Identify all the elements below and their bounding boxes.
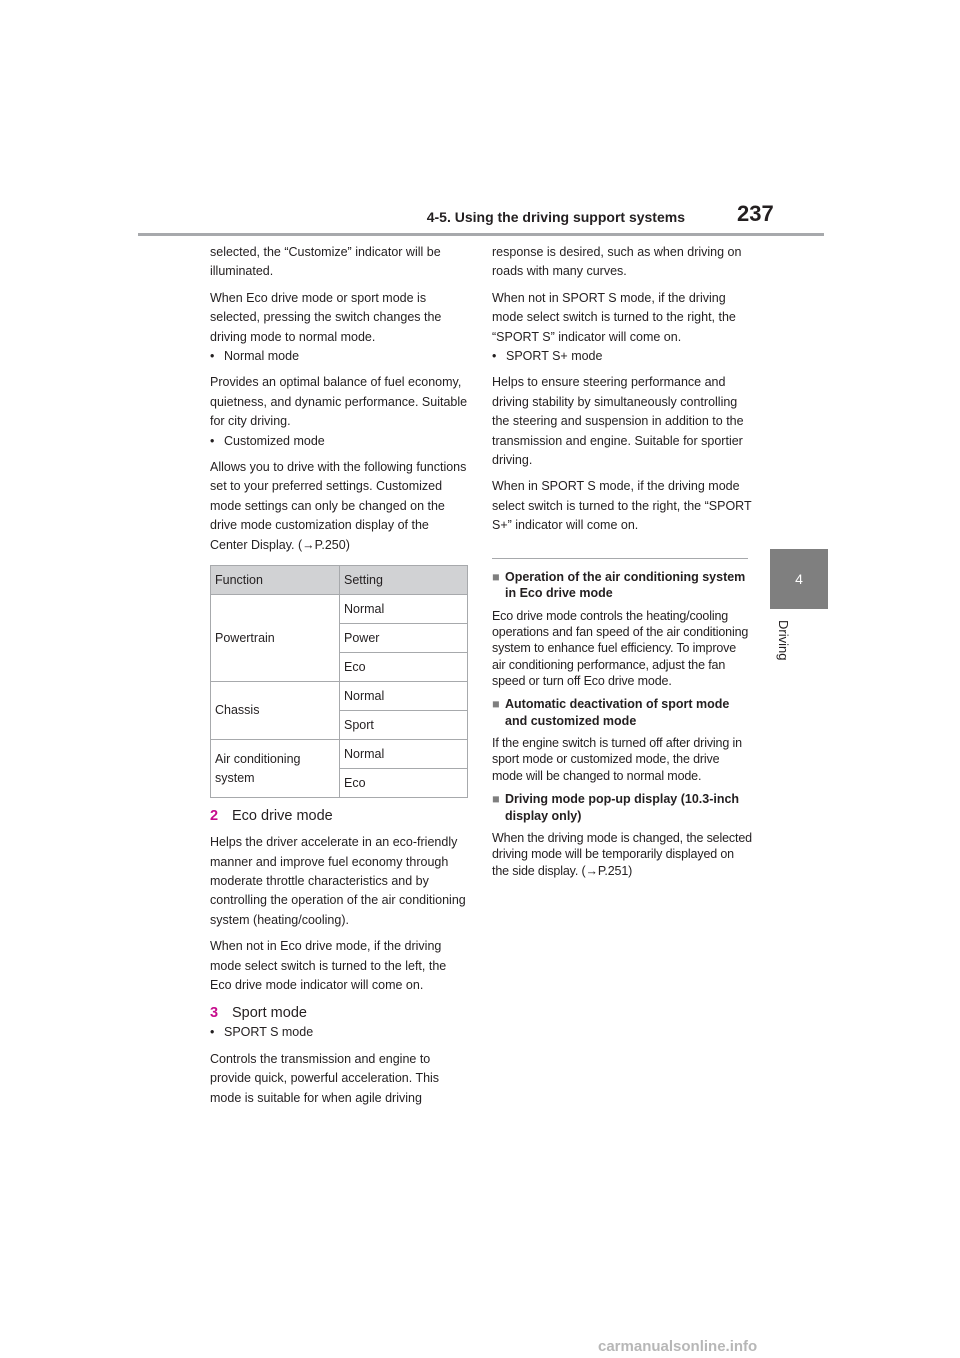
cell-setting: Eco (340, 769, 468, 798)
paragraph: Allows you to drive with the following functions set to your preferred settings. Customized mode settings can only be changed on the drive mode customization display of the Center Display. (→P.250) (210, 460, 467, 552)
header-divider (138, 233, 824, 236)
section-heading (210, 1003, 468, 1023)
table-row (211, 740, 468, 769)
chapter-tab[interactable] (770, 549, 828, 609)
note-heading-text: Automatic deactivation of sport mode and customized mode (505, 697, 730, 728)
bullet-icon: • (492, 349, 497, 364)
note-heading (492, 569, 752, 602)
function-setting-table (210, 565, 468, 798)
cell-setting: Normal (340, 682, 468, 711)
left-column (210, 243, 468, 1108)
bullet-item (210, 347, 468, 366)
right-column (492, 243, 752, 879)
bullet-icon: • (210, 1025, 215, 1040)
paragraph: Helps to ensure steering performance and driving stability by simultaneously controlling the steering and suspension in addition to the transmission and engine. Suitable for sportier driving. (492, 375, 744, 468)
cell-setting: Sport (340, 711, 468, 740)
section-heading-text: Sport mode (232, 1005, 307, 1022)
cell-powertrain: Powertrain (211, 595, 340, 682)
paragraph: Provides an optimal balance of fuel economy, quietness, and dynamic performance. Suitable for city driving. (210, 375, 468, 429)
cell-chassis: Chassis (211, 682, 340, 740)
bullet-item (210, 432, 468, 451)
cell-setting: Power (340, 624, 468, 653)
paragraph: When not in Eco drive mode, if the driving mode select switch is turned to the left, the Eco drive mode indicator will come on. (210, 939, 447, 992)
section-heading-text: Eco drive mode (232, 808, 333, 825)
square-bullet-icon: ■ (492, 569, 500, 584)
bullet-label: Customized mode (224, 433, 325, 448)
note-heading-text: Operation of the air conditioning system in Eco drive mode (505, 569, 746, 601)
paragraph: response is desired, such as when driving on roads with many curves. (492, 245, 742, 279)
watermark: carmanualsonline.info (598, 1338, 758, 1355)
table-row (211, 682, 468, 711)
header-function: Function (211, 566, 340, 595)
header-setting: Setting (340, 566, 468, 595)
bullet-label: SPORT S+ mode (506, 349, 603, 364)
note-heading (492, 791, 752, 824)
square-bullet-icon: ■ (492, 792, 500, 807)
square-bullet-icon: ■ (492, 697, 500, 712)
bullet-label: SPORT S mode (224, 1025, 314, 1040)
note-body: When the driving mode is changed, the selected driving mode will be temporarily displayed on the side display. (→P.251) (492, 831, 752, 878)
paragraph: When in SPORT S mode, if the driving mode select switch is turned to the right, the “SPORT S+” indicator will come on. (492, 479, 752, 533)
bullet-icon: • (210, 349, 215, 364)
section-heading (210, 806, 468, 826)
paragraph: When not in SPORT S mode, if the driving mode select switch is turned to the right, the “SPORT S” indicator will come on. (492, 290, 736, 344)
section-title: 4-5. Using the driving support systems (426, 209, 685, 225)
paragraph: Controls the transmission and engine to provide quick, powerful acceleration. This mode is suitable for when agile driving (210, 1051, 440, 1105)
chapter-number: 4 (795, 571, 803, 587)
paragraph: selected, the “Customize” indicator will be illuminated. (210, 245, 441, 279)
bullet-icon: • (210, 433, 215, 448)
cell-air-conditioning: Air conditioning system (211, 740, 340, 798)
note-body: If the engine switch is turned off after driving in sport mode or customized mode, the drive mode will be changed to normal mode. (492, 736, 742, 783)
note-heading-text: Driving mode pop-up display (10.3-inch display only) (505, 792, 740, 823)
notes-divider (492, 558, 748, 559)
page-number: 237 (737, 201, 774, 226)
table-row (211, 595, 468, 624)
cell-setting: Normal (340, 740, 468, 769)
note-body: Eco drive mode controls the heating/cooling operations and fan speed of the air conditioning system to enhance fuel efficiency. To improve air conditioning performance, adjust the fan speed or turn off Eco drive mode. (492, 608, 749, 688)
table-header-row (211, 566, 468, 595)
paragraph: Helps the driver accelerate in an eco-friendly manner and improve fuel economy through moderate throttle characteristics and by controlling the operation of the air conditioning system (heating/cooling). (210, 835, 466, 927)
section-number: 3 (210, 1005, 219, 1022)
bullet-label: Normal mode (224, 349, 300, 364)
chapter-label: Driving (776, 620, 791, 661)
note-heading (492, 696, 752, 729)
bullet-item (210, 1023, 468, 1042)
bullet-item (492, 347, 752, 366)
cell-setting: Eco (340, 653, 468, 682)
paragraph: When Eco drive mode or sport mode is selected, pressing the switch changes the driving mode to normal mode. (210, 290, 442, 344)
section-number: 2 (210, 808, 219, 825)
cell-setting: Normal (340, 595, 468, 624)
